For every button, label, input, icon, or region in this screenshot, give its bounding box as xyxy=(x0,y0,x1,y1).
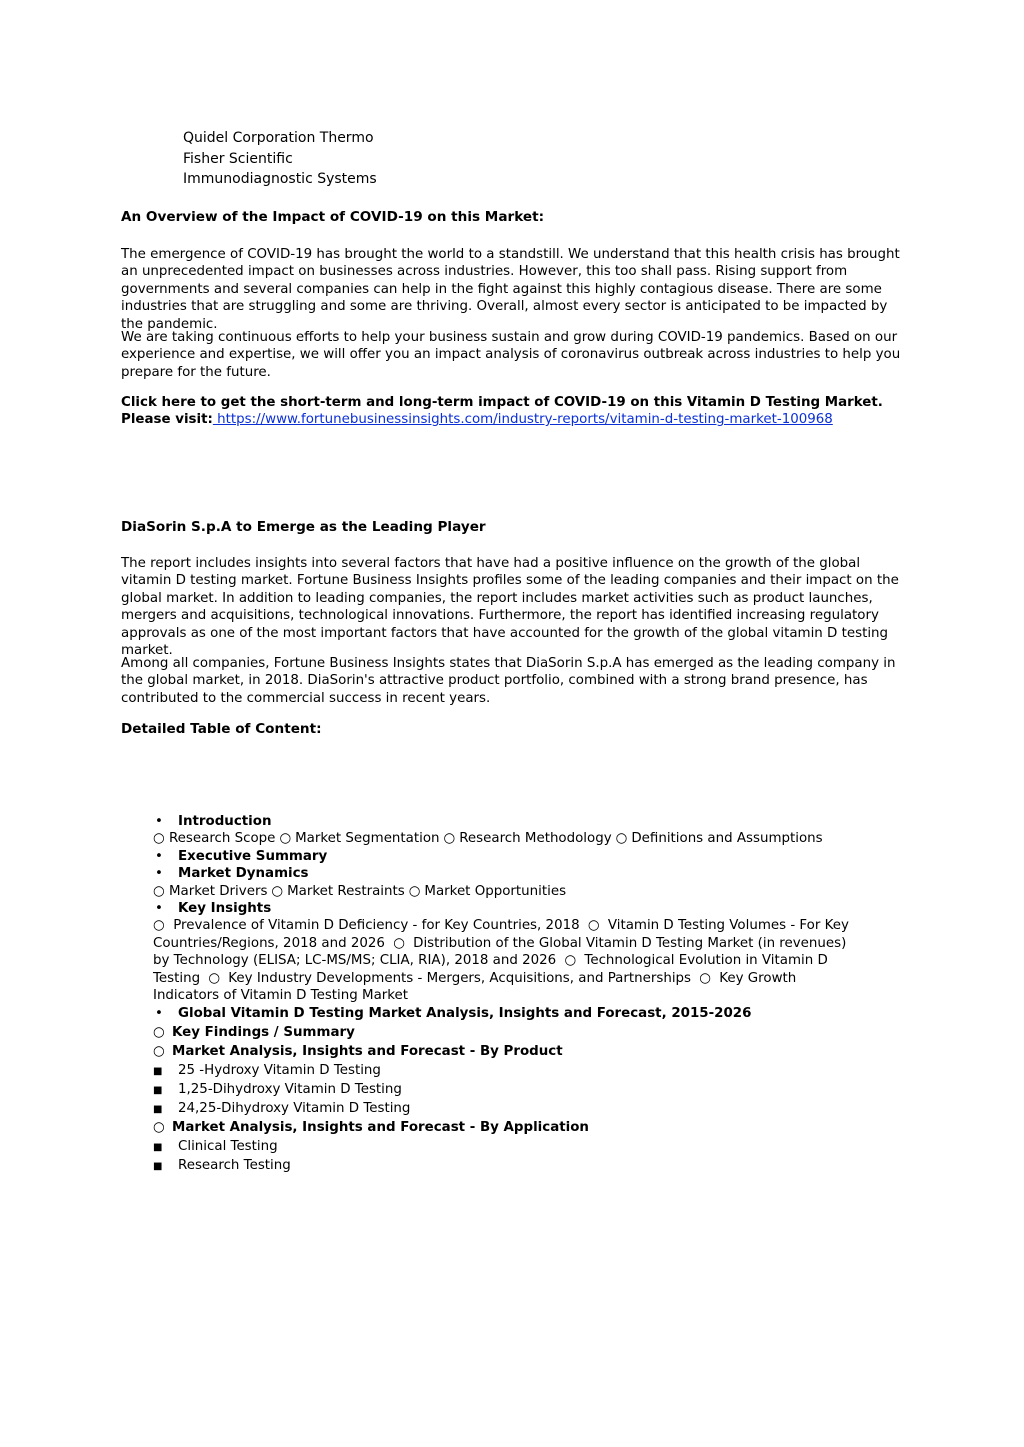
company-list xyxy=(183,128,377,190)
toc-item-label: Global Vitamin D Testing Market Analysis, Insights and Forecast, 2015-2026 xyxy=(178,1006,752,1022)
toc-subsubitem xyxy=(153,1062,873,1081)
toc-subitems xyxy=(153,883,873,900)
toc-item-label: Introduction xyxy=(178,814,272,829)
toc-item xyxy=(153,900,873,917)
square-bullet-icon: ■ xyxy=(153,1066,163,1078)
toc-subsubitem xyxy=(153,1100,873,1119)
visit-label: Please visit: xyxy=(121,412,213,428)
toc-subitem: Distribution of the Global Vitamin D Testing Market (in revenues) by Technology (ELISA; LC-MS/MS; CLIA, RIA), 2018 and 2026 xyxy=(153,935,847,969)
toc-subitem: Key Industry Developments - Mergers, Acquisitions, and Partnerships xyxy=(228,970,692,986)
toc-subsubitem-label: 1,25-Dihydroxy Vitamin D Testing xyxy=(178,1082,402,1098)
company-item: Quidel Corporation Thermo xyxy=(183,130,374,146)
bullet-icon: • xyxy=(155,848,163,864)
circle-bullet-icon: ○ xyxy=(393,935,405,951)
diasorin-heading: DiaSorin S.p.A to Emerge as the Leading Player xyxy=(121,519,486,535)
company-item: Fisher Scientific xyxy=(183,150,293,167)
toc-item xyxy=(153,848,873,865)
circle-bullet-icon: ○ xyxy=(408,883,421,899)
toc-subitem: Market Analysis, Insights and Forecast - By Application xyxy=(172,1120,589,1136)
toc-subitem: Research Methodology xyxy=(459,831,612,847)
toc-subitem: Market Opportunities xyxy=(424,883,567,899)
toc-subsubitem-label: Clinical Testing xyxy=(178,1139,278,1155)
toc-subitem-row xyxy=(153,1043,873,1062)
toc-subitem-row xyxy=(153,1024,873,1043)
circle-bullet-icon: ○ xyxy=(615,831,628,847)
toc-subitem: Market Restraints xyxy=(287,883,405,899)
toc-subsubitem xyxy=(153,1157,873,1176)
circle-bullet-icon: ○ xyxy=(587,918,600,934)
toc-subsubitem-label: 24,25-Dihydroxy Vitamin D Testing xyxy=(178,1101,411,1117)
paragraph-text: The report includes insights into several factors that have had a positive influence on the growth of the global vitamin D testing market. Fortune Business Insights profiles some of the leading companies and their impact on the global market. In addition to leading companies, the report includes market activities such as product launches, mergers and acquisitions, technological innovations. Furthermore, the report has identified increasing regulatory approvals as one of the most important factors that have accounted for the growth of the global vitamin D testing market. xyxy=(121,556,899,659)
paragraph-text: The emergence of COVID-19 has brought the world to a standstill. We understand that this health crisis has brought an unprecedented impact on businesses across industries. However, this too shall pass. Rising support from governments and several companies can help in the fight against this highly contagious disease. There are some industries that are struggling and some are thriving. Overall, almost every sector is anticipated to be impacted by the pandemic. xyxy=(121,247,900,332)
toc-subitem: Key Growth Indicators of Vitamin D Testing Market xyxy=(153,970,797,1003)
toc-subsubitem xyxy=(153,1138,873,1157)
toc-item-label: Key Insights xyxy=(178,900,272,916)
toc-subitem: Market Analysis, Insights and Forecast - By Product xyxy=(172,1044,563,1060)
toc-subitem: Definitions and Assumptions xyxy=(631,831,823,847)
circle-bullet-icon: ○ xyxy=(153,883,165,899)
report-link[interactable]: https://www.fortunebusinessinsights.com/industry-reports/vitamin-d-testing-market-100968 xyxy=(212,412,833,428)
toc-heading: Detailed Table of Content: xyxy=(121,721,322,737)
company-item: Immunodiagnostic Systems xyxy=(183,171,377,188)
paragraph-text: Among all companies, Fortune Business Insights states that DiaSorin S.p.A has emerged as the leading company in the global market, in 2018. DiaSorin's attractive product portfolio, combined with a strong brand presence, has contributed to the commercial success in recent years. xyxy=(121,656,896,706)
toc-subitem: Research Scope xyxy=(168,831,276,847)
paragraph-text: We are taking continuous efforts to help your business sustain and grow during COVID-19 pandemics. Based on our experience and expertise, we will offer you an impact analysis of coronavirus outbreak across industries to help you prepare for the future. xyxy=(121,330,901,380)
covid-paragraph-2 xyxy=(121,329,906,381)
bullet-icon: • xyxy=(155,1006,163,1022)
circle-bullet-icon: ○ xyxy=(208,970,221,986)
covid-paragraph-1 xyxy=(121,246,906,333)
toc-subsubitem xyxy=(153,1081,873,1100)
square-bullet-icon: ■ xyxy=(153,1161,163,1173)
toc-item xyxy=(153,1005,873,1024)
bullet-icon: • xyxy=(155,900,163,916)
square-bullet-icon: ■ xyxy=(153,1104,163,1116)
toc-subitem: Market Drivers xyxy=(168,883,268,899)
table-of-contents xyxy=(153,813,873,1176)
toc-subitems xyxy=(153,830,873,847)
toc-subitem-row xyxy=(153,1119,873,1138)
circle-bullet-icon: ○ xyxy=(443,831,456,847)
circle-bullet-icon: ○ xyxy=(153,1025,165,1041)
toc-subsubitem-label: Research Testing xyxy=(178,1158,291,1174)
cta-text: Click here to get the short-term and long-term impact of COVID-19 on this Vitamin D Testing Market. xyxy=(121,395,883,410)
bullet-icon: • xyxy=(155,814,163,829)
covid-heading: An Overview of the Impact of COVID-19 on this Market: xyxy=(121,209,545,225)
toc-subitems xyxy=(153,917,853,1004)
toc-subitem: Prevalence of Vitamin D Deficiency - for Key Countries, 2018 xyxy=(173,918,580,934)
toc-item-label: Market Dynamics xyxy=(178,866,309,882)
circle-bullet-icon: ○ xyxy=(699,970,711,986)
toc-subitem: Technological Evolution in Vitamin D Testing xyxy=(153,953,828,986)
square-bullet-icon: ■ xyxy=(153,1085,163,1097)
circle-bullet-icon: ○ xyxy=(153,831,165,847)
toc-subsubitem-label: 25 -Hydroxy Vitamin D Testing xyxy=(178,1063,381,1079)
circle-bullet-icon: ○ xyxy=(153,1044,165,1060)
circle-bullet-icon: ○ xyxy=(279,831,292,847)
toc-subitem: Market Segmentation xyxy=(295,831,440,847)
circle-bullet-icon: ○ xyxy=(153,918,165,934)
circle-bullet-icon: ○ xyxy=(564,953,577,969)
visit-line xyxy=(121,411,921,428)
covid-cta xyxy=(121,394,921,429)
toc-item xyxy=(153,865,873,882)
circle-bullet-icon: ○ xyxy=(153,1120,165,1136)
circle-bullet-icon: ○ xyxy=(271,883,284,899)
toc-item xyxy=(153,813,873,830)
toc-item-label: Executive Summary xyxy=(178,848,328,864)
toc-subitem: Vitamin D Testing Volumes - For Key Countries/Regions, 2018 and 2026 xyxy=(153,918,849,951)
bullet-icon: • xyxy=(155,866,163,882)
diasorin-paragraph-1 xyxy=(121,555,906,659)
toc-subitem: Key Findings / Summary xyxy=(172,1025,355,1041)
square-bullet-icon: ■ xyxy=(153,1142,163,1154)
diasorin-paragraph-2 xyxy=(121,655,906,707)
